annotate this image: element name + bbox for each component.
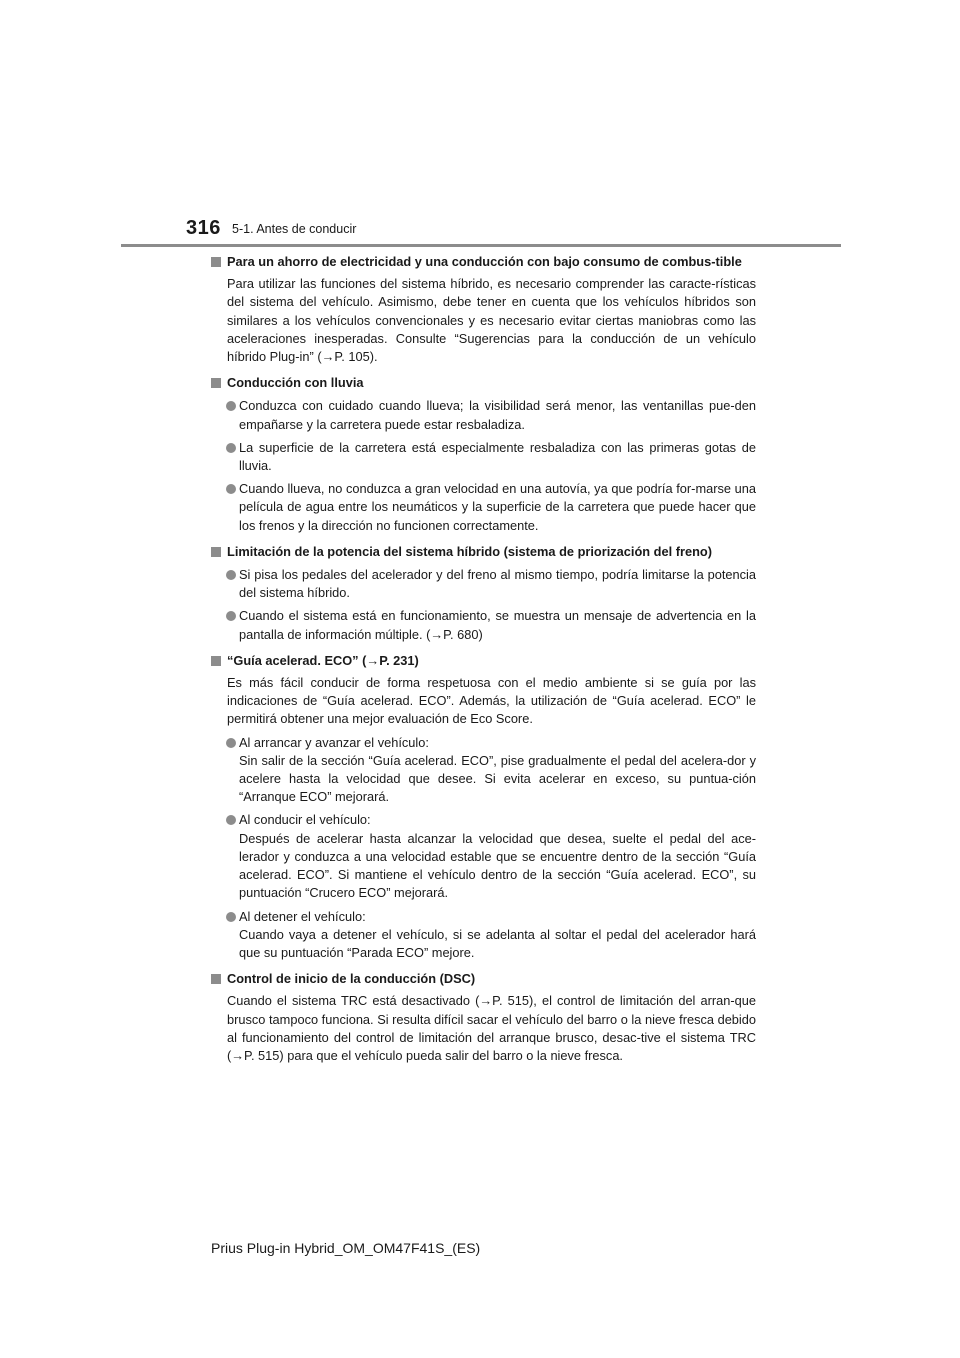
bullet-text: Cuando vaya a detener el vehículo, si se adelanta al soltar el pedal del acelerador hará que su puntuación “Parada ECO” mejore. <box>239 926 756 960</box>
bullet-title: Al conducir el vehículo: <box>239 812 371 828</box>
section-paragraph: Para utilizar las funciones del sistema híbrido, es necesario comprender las caracte-rísticas del sistema del vehículo. Asimismo, debe tener en cuenta que los vehículos híbridos son similares a los vehículos convencionales y es necesario evitar ciertas maniobras como las aceleraciones inesperadas. Consulte “Sugerencias para la conducción de un vehículo híbrido Plug-in” (→P. 105). <box>227 276 756 365</box>
header-divider <box>121 244 841 247</box>
square-bullet-icon <box>211 547 221 557</box>
bullet-text: Después de acelerar hasta alcanzar la velocidad que desea, suelte el pedal del ace-lerador y conduzca a una velocidad estable que se encuentre dentro de la sección “Guía acelerad. ECO”. Si mantiene el vehículo dentro de la sección “Guía acelerad. ECO”, su puntuación “Crucero ECO” mejorará. <box>239 830 756 901</box>
section-title: 5-1. Antes de conducir <box>232 222 357 236</box>
bullet-title: Al arrancar y avanzar el vehículo: <box>239 734 429 750</box>
bullet-text: Cuando el sistema está en funcionamiento, se muestra un mensaje de advertencia en la pantalla de información múltiple. (→P. 680) <box>239 608 756 642</box>
square-bullet-icon <box>211 257 221 267</box>
bullet-item <box>211 480 756 535</box>
heading-text: Conducción con lluvia <box>227 375 364 391</box>
bullet-item <box>211 811 756 902</box>
page-footer: Prius Plug-in Hybrid_OM_OM47F41S_(ES) <box>211 1240 481 1256</box>
circle-bullet-icon <box>226 570 236 580</box>
section-heading <box>211 543 756 561</box>
heading-text: Control de inicio de la conducción (DSC) <box>227 971 476 987</box>
bullet-item <box>211 397 756 433</box>
heading-text: Limitación de la potencia del sistema híbrido (sistema de priorización del freno) <box>227 543 712 559</box>
section-heading <box>211 970 756 988</box>
bullet-text: Cuando llueva, no conduzca a gran velocidad en una autovía, ya que podría for-marse una película de agua entre los neumáticos y la superficie de la carretera que puede hacer que los frenos y la dirección no funcionen correctamente. <box>239 481 756 533</box>
page-number: 316 <box>186 217 221 239</box>
circle-bullet-icon <box>226 912 236 922</box>
bullet-text: Si pisa los pedales del acelerador y del freno al mismo tiempo, podría limitarse la potencia del sistema híbrido. <box>239 567 756 601</box>
circle-bullet-icon <box>226 401 236 411</box>
bullet-item <box>211 607 756 643</box>
bullet-text: Conduzca con cuidado cuando llueva; la visibilidad será menor, las ventanillas pue-den empañarse y la carretera puede estar resbaladiza. <box>239 398 756 432</box>
heading-text: “Guía acelerad. ECO” (→P. 231) <box>227 652 419 668</box>
page-header <box>0 0 960 250</box>
section-paragraph: Cuando el sistema TRC está desactivado (→P. 515), el control de limitación del arran-que brusco tampoco funciona. Si resulta difícil sacar el vehículo del barro o la nieve fresca debido al funcionamiento del control de limitación del arranque brusco, desac-tive el sistema TRC (→P. 515) para que el vehículo pueda salir del barro o la nieve fresca. <box>227 993 756 1063</box>
bullet-title: Al detener el vehículo: <box>239 908 366 924</box>
bullet-item <box>211 734 756 807</box>
square-bullet-icon <box>211 656 221 666</box>
circle-bullet-icon <box>226 611 236 621</box>
heading-text: Para un ahorro de electricidad y una conducción con bajo consumo de combus-tible <box>227 254 742 269</box>
circle-bullet-icon <box>226 484 236 494</box>
bullet-text: Sin salir de la sección “Guía acelerad. ECO”, pise gradualmente el pedal del acelera-dor y acelere hasta la velocidad que desee. Si evita acelerar en exceso, su puntua-ción “Arranque ECO” mejorará. <box>239 752 756 805</box>
circle-bullet-icon <box>226 738 236 748</box>
square-bullet-icon <box>211 974 221 984</box>
bullet-item <box>211 566 756 602</box>
circle-bullet-icon <box>226 815 236 825</box>
circle-bullet-icon <box>226 443 236 453</box>
section-heading <box>211 652 756 670</box>
page-content <box>211 253 756 1065</box>
section-paragraph: Es más fácil conducir de forma respetuosa con el medio ambiente si se guía por las indicaciones de “Guía acelerad. ECO”. Además, la utilización de “Guía acelerad. ECO” le permitirá obtener una mejor evaluación de Eco Score. <box>227 675 756 727</box>
section-heading <box>211 374 756 392</box>
section-heading <box>211 253 756 271</box>
bullet-item <box>211 908 756 963</box>
square-bullet-icon <box>211 378 221 388</box>
bullet-item <box>211 439 756 475</box>
bullet-text: La superficie de la carretera está especialmente resbaladiza con las primeras gotas de lluvia. <box>239 439 756 474</box>
